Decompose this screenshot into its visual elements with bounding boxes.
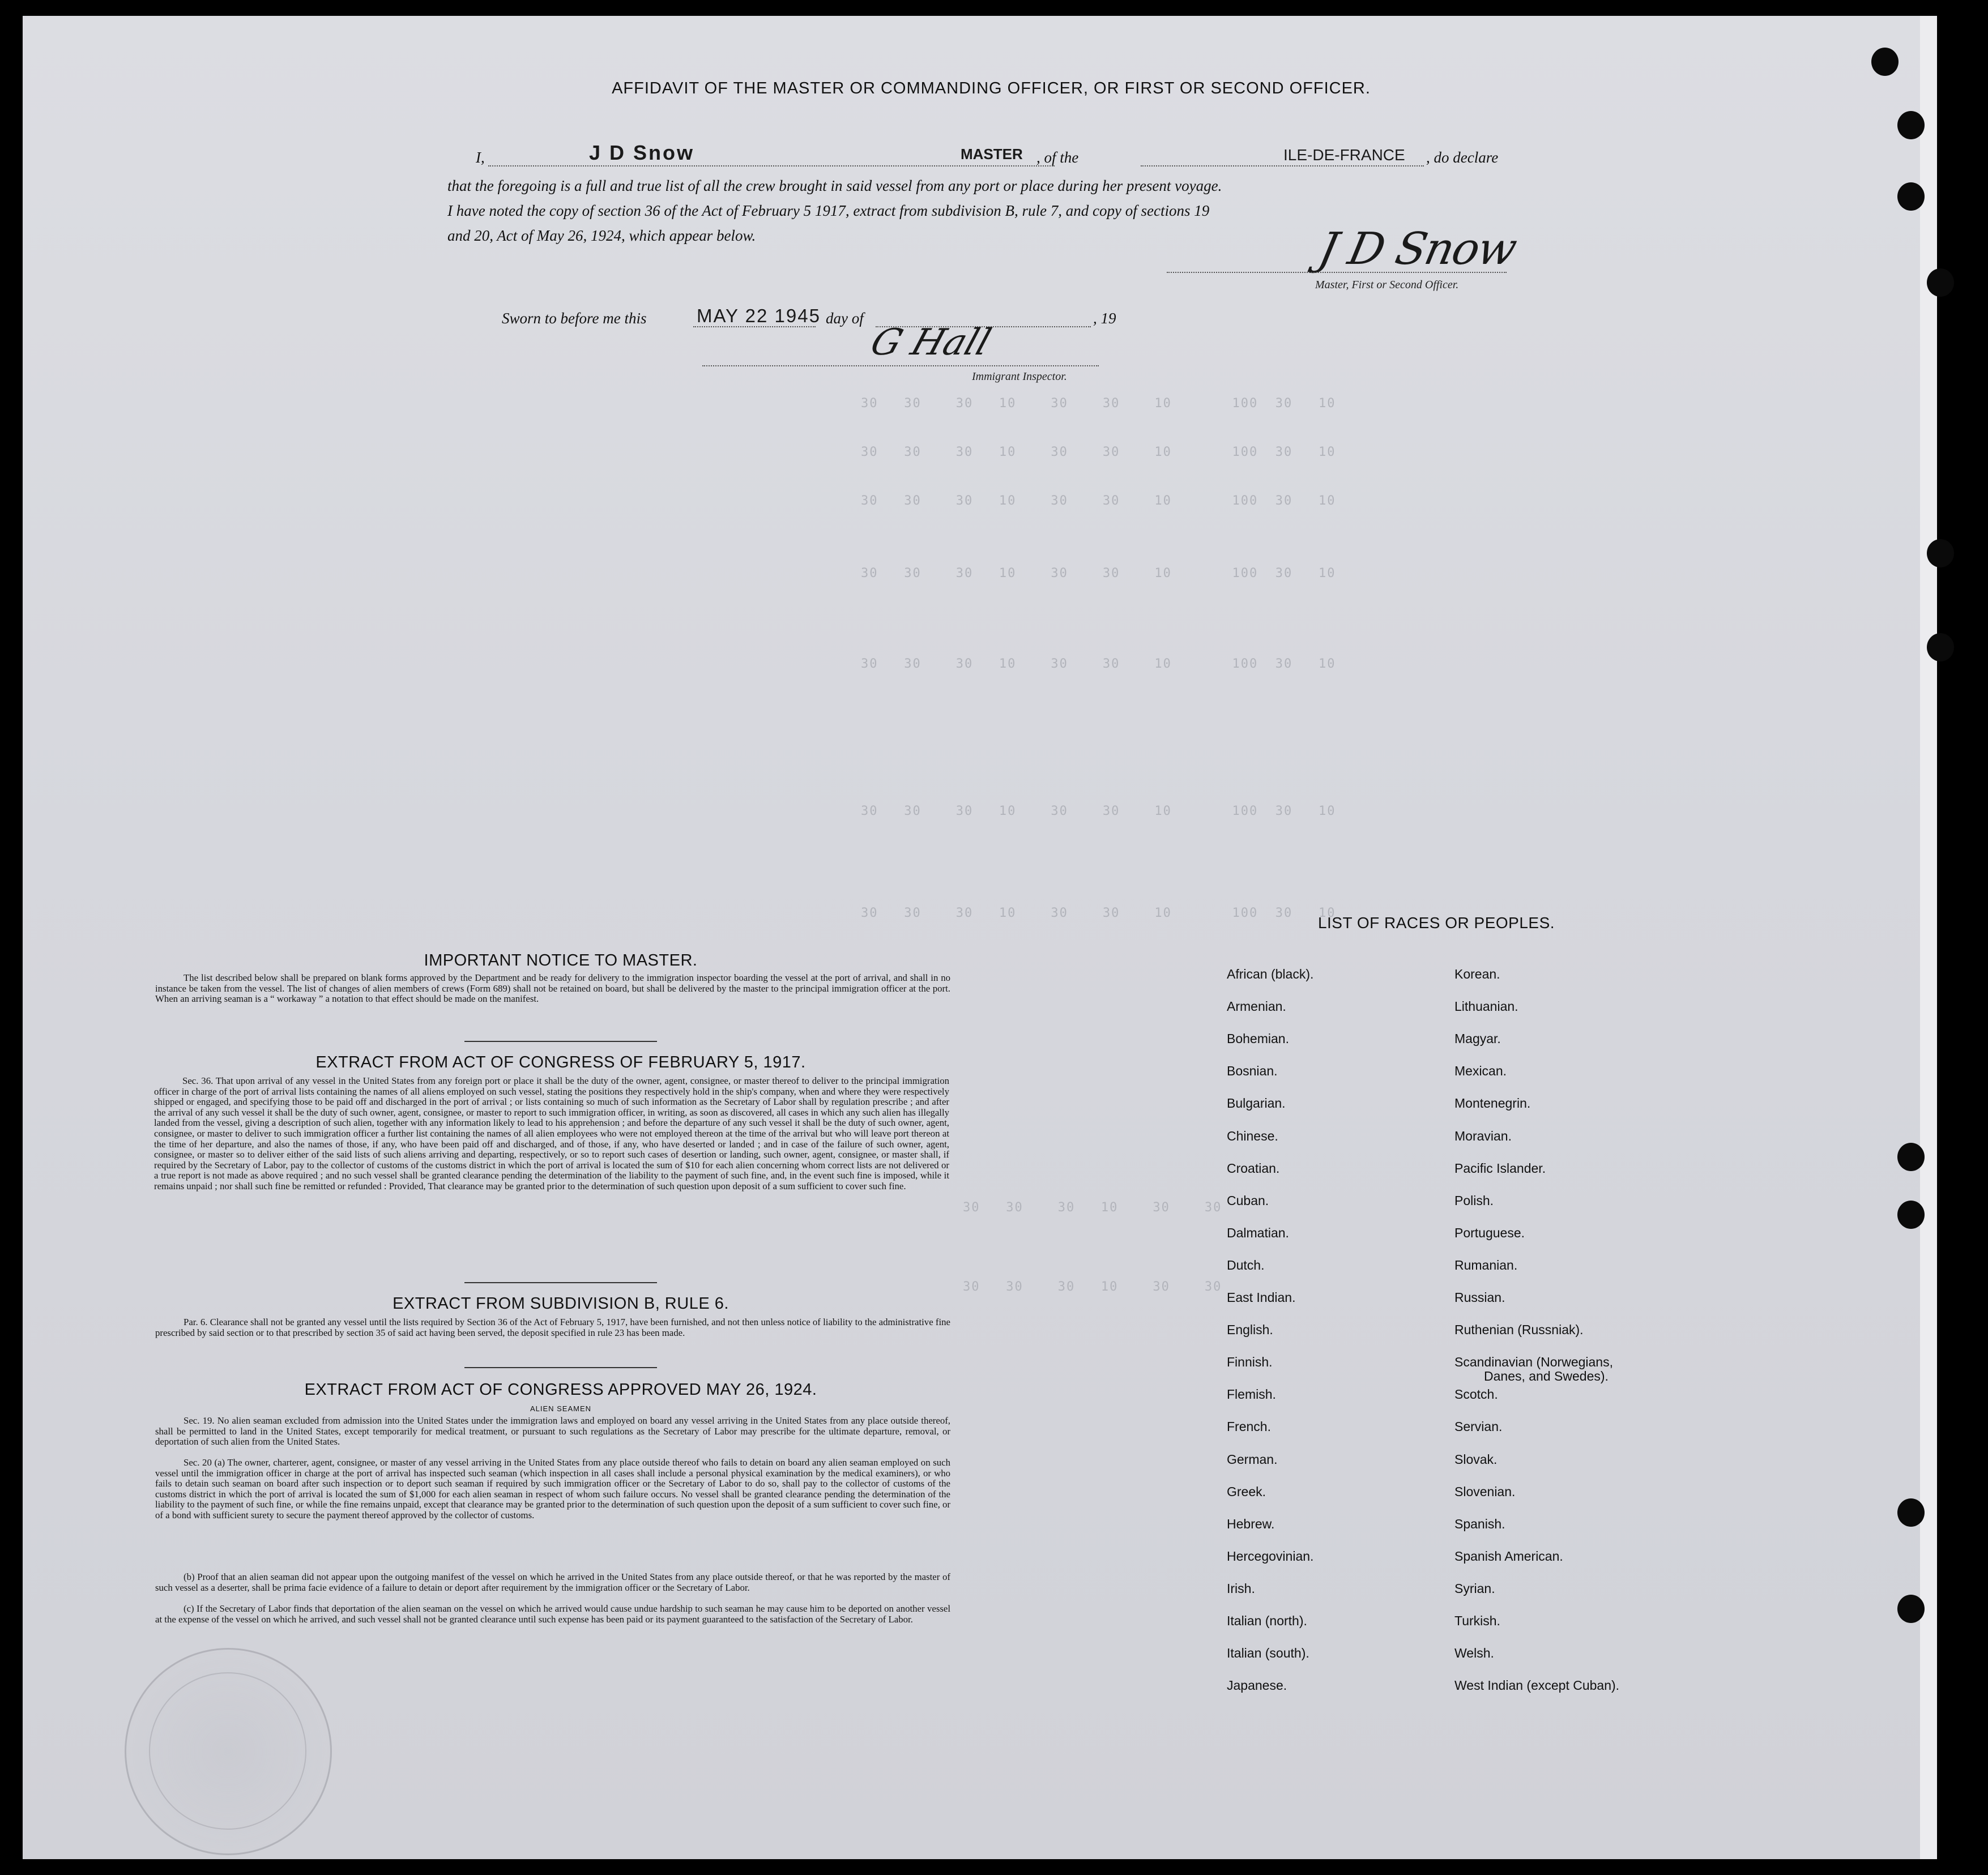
name-line xyxy=(488,165,1055,166)
show-through: 30 30 30 10 30 30 10 100 30 10 xyxy=(861,445,1336,459)
race-item: Hebrew. xyxy=(1227,1516,1275,1531)
race-item: Montenegrin. xyxy=(1454,1096,1531,1111)
race-item: Pacific Islander. xyxy=(1454,1160,1546,1176)
embossed-seal xyxy=(125,1648,332,1855)
race-item: Syrian. xyxy=(1454,1581,1495,1596)
rule-6-title: EXTRACT FROM SUBDIVISION B, RULE 6. xyxy=(393,1295,729,1313)
race-item: Korean. xyxy=(1454,967,1500,981)
declaration-i: I, xyxy=(476,149,485,166)
binder-hole xyxy=(1897,111,1925,139)
notice-title: IMPORTANT NOTICE TO MASTER. xyxy=(424,951,698,969)
show-through: 30 30 30 10 30 30 10 100 30 10 xyxy=(861,657,1336,671)
race-item: Turkish. xyxy=(1454,1613,1500,1628)
binder-hole xyxy=(1927,633,1954,661)
race-item: Irish. xyxy=(1227,1581,1255,1596)
affidavit-title: AFFIDAVIT OF THE MASTER OR COMMANDING OFFICER, OR FIRST OR SECOND OFFICER. xyxy=(612,79,1371,97)
inspector-caption: Immigrant Inspector. xyxy=(972,370,1067,383)
sworn-year: , 19 xyxy=(1093,310,1116,327)
race-item: English. xyxy=(1227,1322,1273,1338)
inspector-signature-line xyxy=(702,365,1099,366)
binder-hole xyxy=(1897,1498,1925,1527)
race-item: Italian (south). xyxy=(1227,1646,1309,1661)
race-item: Bohemian. xyxy=(1227,1031,1289,1047)
race-item: Croatian. xyxy=(1227,1160,1280,1176)
race-item: Japanese. xyxy=(1227,1678,1287,1693)
race-item: German. xyxy=(1227,1451,1278,1467)
sworn-date-line xyxy=(693,326,816,327)
extract-1924-sec20c: (c) If the Secretary of Labor finds that deportation of the alien seaman on the vessel on which he arrived would cause undue hardship to such seaman he may cause him to be deported on another vessel at the expense of the vessel on which he arrived, and such vessel shall not be granted clearance until such expense has been paid or its payment guaranteed to the satisfaction of the Secretary of Labor. xyxy=(155,1603,950,1625)
declaration-line-3: I have noted the copy of section 36 of the Act of February 5 1917, extract from subdivision B, rule 7, and copy of sections 19 xyxy=(447,202,1210,219)
show-through: 30 30 30 10 30 30 10 100 30 10 xyxy=(861,494,1336,508)
race-item: Mexican. xyxy=(1454,1064,1507,1079)
race-item: West Indian (except Cuban). xyxy=(1454,1678,1620,1693)
race-item: Bosnian. xyxy=(1227,1064,1278,1079)
master-signature-caption: Master, First or Second Officer. xyxy=(1315,279,1459,291)
show-through: 30 30 30 10 30 30 xyxy=(963,1280,1222,1294)
divider xyxy=(464,1041,657,1042)
race-item: Chinese. xyxy=(1227,1128,1278,1143)
race-item: Welsh. xyxy=(1454,1646,1494,1661)
race-item: Italian (north). xyxy=(1227,1613,1307,1628)
race-item: Spanish. xyxy=(1454,1516,1505,1531)
extract-1924-sec20a: Sec. 20 (a) The owner, charterer, agent, consignee, or master of any vessel arriving in the United States from any place outside thereof who fails to detain on board any alien seaman employed on such vessel until the immigration officer in charge at the port of arrival has inspected such seaman (which inspection in all cases shall include a personal physical examination by the medical examiners), or who fails to detain such seaman on board after such inspection or to deport such seaman if required by such immigration officer or the Secretary of Labor to do so, shall pay to the collector of customs of the customs district in which the port of arrival is located the sum of $1,000 for each alien seaman in respect of whom such failure occurs. No vessel shall be granted clearance pending the determination of the liability to the payment of such fine, or while the fine remains unpaid, except that clearance may be granted prior to the determination of such question upon the deposit of a sum sufficient to cover such fine, or of a bond with sufficient surety to secure the payment thereof approved by the collector of customs. xyxy=(155,1457,950,1520)
extract-1924-subtitle: ALIEN SEAMEN xyxy=(530,1404,592,1413)
race-item: Slovak. xyxy=(1454,1451,1498,1467)
vessel-name: ILE-DE-FRANCE xyxy=(1283,146,1405,164)
race-item: Cuban. xyxy=(1227,1193,1269,1208)
sworn-day-of: day of xyxy=(826,310,864,327)
race-item: Slovenian. xyxy=(1454,1484,1516,1499)
declaration-of-the: , of the xyxy=(1036,149,1079,166)
binder-hole xyxy=(1927,268,1954,297)
race-item: Hercegovinian. xyxy=(1227,1548,1314,1564)
race-item: Magyar. xyxy=(1454,1031,1501,1047)
race-item: Finnish. xyxy=(1227,1355,1273,1370)
extract-1924-sec20b: (b) Proof that an alien seaman did not appear upon the outgoing manifest of the vessel on which he arrived in the United States from any place outside thereof, or that he was reported by the master of such vessel as a deserter, shall be prima facie evidence of a failure to detain or deport after requirement by the immigration officer or the Secretary of Labor. xyxy=(155,1571,950,1593)
show-through: 30 30 30 10 30 30 10 100 30 10 xyxy=(861,906,1336,920)
race-item: Portuguese. xyxy=(1454,1225,1525,1240)
race-item: Armenian. xyxy=(1227,999,1286,1014)
divider xyxy=(464,1282,657,1283)
race-item: Spanish American. xyxy=(1454,1548,1563,1564)
inspector-signature: G Hall xyxy=(865,322,996,364)
show-through: 30 30 30 10 30 30 10 100 30 10 xyxy=(861,566,1336,580)
binder-hole xyxy=(1871,48,1899,76)
master-signature: J D Snow xyxy=(1314,224,1521,275)
race-item-continuation: Danes, and Swedes). xyxy=(1484,1369,1609,1384)
race-item: Bulgarian. xyxy=(1227,1096,1286,1111)
embossed-seal-inner xyxy=(149,1672,306,1830)
race-item: Scandinavian (Norwegians, xyxy=(1454,1355,1613,1370)
vessel-line xyxy=(1141,165,1424,166)
show-through: 30 30 30 10 30 30 xyxy=(963,1201,1222,1215)
divider xyxy=(464,1367,657,1368)
race-item: Lithuanian. xyxy=(1454,999,1518,1014)
extract-1924-sec19: Sec. 19. No alien seaman excluded from admission into the United States under the immigration laws and employed on board any vessel arriving in the United States from any place outside thereof, shall be permitted to land in the United States, except temporarily for medical treatment, or pursuant to such regulations as the Secretary of Labor may prescribe for the ultimate departure, removal, or deportation of such alien from the United States. xyxy=(155,1415,950,1447)
extract-1917-text: Sec. 36. That upon arrival of any vessel in the United States from any foreign port or place it shall be the duty of the owner, agent, consignee, or master thereof to deliver to the principal immigration officer in charge of the port of arrival lists containing the names of all aliens employed on such vessel, stating the positions they respectively hold in the ship's company, when and where they were respectively shipped or engaged, and specifying those to be paid off and discharged in the port of arrival ; or lists containing so much of such information as the Secretary of Labor shall by regulation prescribe ; and after the arrival of any such vessel it shall be the duty of such owner, agent, consignee, or master to report to such immigration officer, in writing, as soon as discovered, all cases in which any such alien has illegally landed from the vessel, giving a description of such alien, together with any information likely to lead to his apprehension ; and before the departure of any such vessel it shall be the duty of such owner, agent, consignee, or master to deliver to such immigration officer a further list containing the names of all alien employees who were not employed thereon at the time of the arrival but who will leave port thereon at the time of her departure, and also the names of those, if any, who have been paid off and discharged, and of those, if any, who have deserted or landed ; and in case of the failure of such owner, agent, consignee, or master so to deliver either of the said lists of such aliens arriving and departing, respectively, or so to report such cases of desertion or landing, such owner, agent, consignee, or master shall, if required by the Secretary of Labor, pay to the collector of customs of the customs district in which the port of arrival is located the sum of $10 for each alien concerning whom correct lists are not delivered or a true report is not made as above required ; and no such vessel shall be granted clearance pending the determination of the liability to the payment of such fine, and, in the event such fine is imposed, while it remains unpaid ; nor shall such fine be remitted or refunded : Provided, That clearance may be granted prior to the determination of such question upon deposit of a sum sufficient to cover such fine. xyxy=(154,1075,949,1191)
notice-text: The list described below shall be prepared on blank forms approved by the Department and be ready for delivery to the immigration inspector boarding the vessel at the port of arrival, and shall in no instance be taken from the vessel. The list of changes of alien members of crews (Form 689) shall not be retained on board, but shall be delivered by the master to the principal immigration officer at the port. When an arriving seaman is a “ workaway ” a notation to that effect should be made on the manifest. xyxy=(155,972,950,1005)
race-item: Flemish. xyxy=(1227,1387,1276,1402)
master-signature-line xyxy=(1167,272,1507,273)
race-item: Scotch. xyxy=(1454,1387,1498,1402)
show-through: 30 30 30 10 30 30 10 100 30 10 xyxy=(861,396,1336,411)
races-title: LIST OF RACES OR PEOPLES. xyxy=(1317,914,1555,932)
master-name: J D Snow xyxy=(589,141,695,164)
race-item: Dalmatian. xyxy=(1227,1225,1289,1240)
race-item: Servian. xyxy=(1454,1419,1503,1434)
race-item: Dutch. xyxy=(1227,1257,1265,1272)
sworn-date: MAY 22 1945 xyxy=(697,305,821,326)
declaration-line-4: and 20, Act of May 26, 1924, which appear below. xyxy=(447,227,756,244)
master-rank: MASTER xyxy=(961,146,1023,163)
extract-1924-title: EXTRACT FROM ACT OF CONGRESS APPROVED MAY 26, 1924. xyxy=(304,1381,817,1399)
rule-6-text: Par. 6. Clearance shall not be granted any vessel until the lists required by Section 36 of the Act of February 5, 1917, have been furnished, and not then unless notice of liability to the administrative fine prescribed by said section or to that prescribed by section 35 of said act having been served, the deposit specified in rule 23 has been made. xyxy=(155,1317,950,1338)
extract-1917-title: EXTRACT FROM ACT OF CONGRESS OF FEBRUARY 5, 1917. xyxy=(315,1053,806,1071)
race-item: Moravian. xyxy=(1454,1128,1512,1143)
race-item: East Indian. xyxy=(1227,1290,1296,1305)
sworn-label: Sworn to before me this xyxy=(502,310,647,327)
declaration-do-declare: , do declare xyxy=(1426,149,1499,166)
binder-hole xyxy=(1897,1143,1925,1171)
binder-hole xyxy=(1927,539,1954,567)
race-item: Ruthenian (Russniak). xyxy=(1454,1322,1584,1338)
race-item: Russian. xyxy=(1454,1290,1505,1305)
race-item: Polish. xyxy=(1454,1193,1494,1208)
declaration-line-2: that the foregoing is a full and true list of all the crew brought in said vessel from any port or place during her present voyage. xyxy=(447,177,1222,194)
race-item: African (black). xyxy=(1227,967,1314,981)
race-item: Rumanian. xyxy=(1454,1257,1518,1272)
race-item: French. xyxy=(1227,1419,1271,1434)
binder-hole xyxy=(1897,1595,1925,1623)
binder-hole xyxy=(1897,1201,1925,1229)
race-item: Greek. xyxy=(1227,1484,1266,1499)
show-through: 30 30 30 10 30 30 10 100 30 10 xyxy=(861,804,1336,818)
binder-hole xyxy=(1897,182,1925,211)
